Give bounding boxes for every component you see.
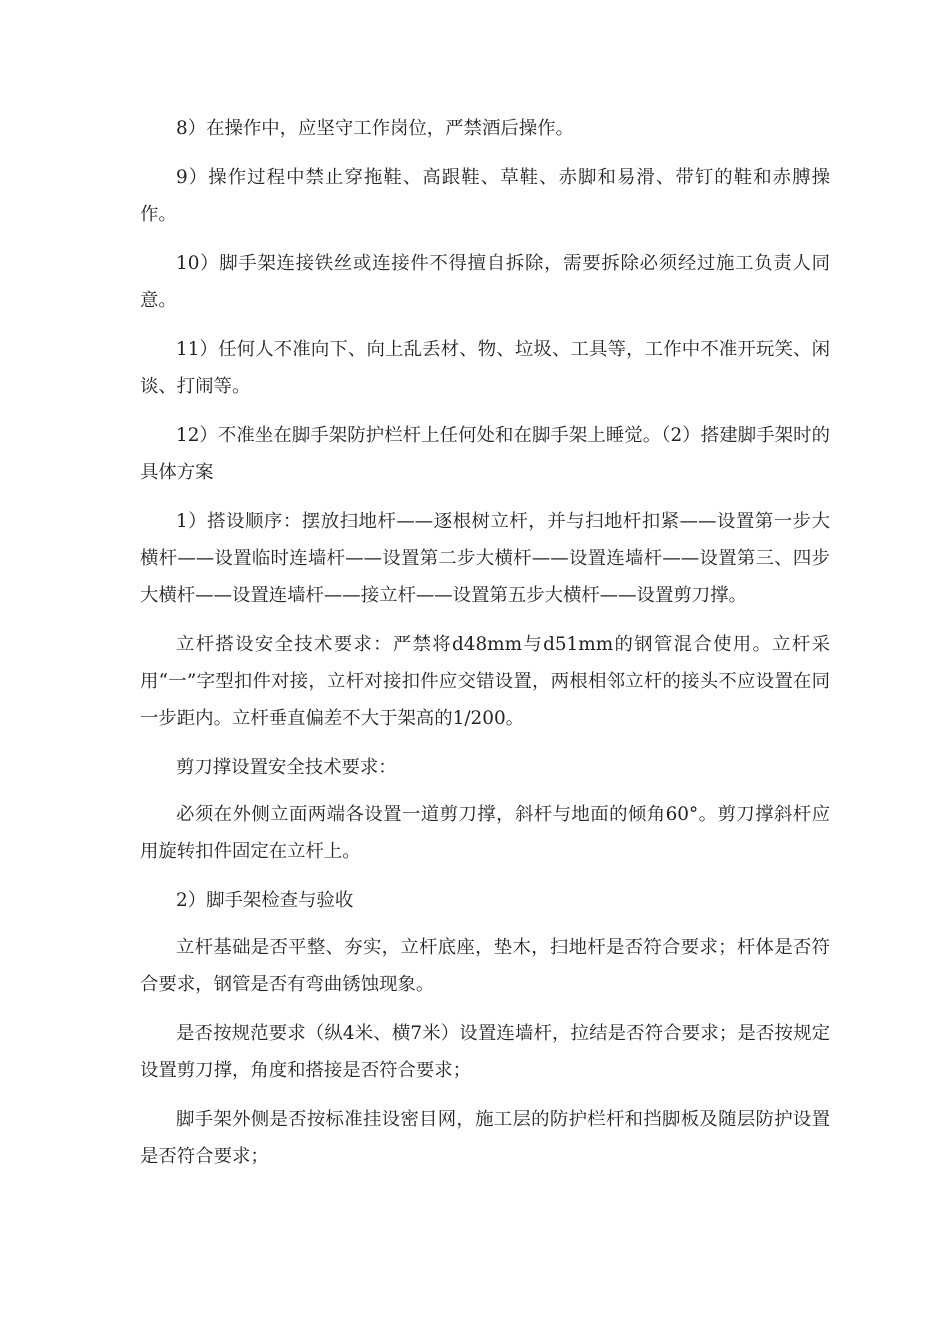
paragraph-safety-net-check: 脚手架外侧是否按标准挂设密目网，施工层的防护栏杆和挡脚板及随层防护设置是否符合要求； <box>140 1109 830 1167</box>
paragraph-setup-sequence: 1）搭设顺序：摆放扫地杆——逐根树立杆，并与扫地杆扣紧——设置第一步大横杆——设置临时连墙杆——设置第二步大横杆——设置连墙杆——设置第三、四步大横杆——设置连墙杆——接立杆——设置第五步大横杆——设置剪刀撑。 <box>140 511 830 606</box>
paragraph-item-9: 9）操作过程中禁止穿拖鞋、高跟鞋、草鞋、赤脚和易滑、带钉的鞋和赤膊操作。 <box>140 167 830 225</box>
paragraph-wall-tie-check: 是否按规范要求（纵4米、横7米）设置连墙杆，拉结是否符合要求；是否按规定设置剪刀撑，角度和搭接是否符合要求； <box>140 1023 830 1081</box>
paragraph-item-12: 12）不准坐在脚手架防护栏杆上任何处和在脚手架上睡觉。（2）搭建脚手架时的具体方案 <box>140 425 830 483</box>
paragraph-item-11: 11）任何人不准向下、向上乱丢材、物、垃圾、工具等，工作中不准开玩笑、闲谈、打闹等。 <box>140 339 830 397</box>
paragraph-item-10: 10）脚手架连接铁丝或连接件不得擅自拆除，需要拆除必须经过施工负责人同意。 <box>140 253 830 311</box>
paragraph-item-8: 8）在操作中，应坚守工作岗位，严禁酒后操作。 <box>176 118 574 139</box>
paragraph-inspection-heading: 2）脚手架检查与验收 <box>176 890 354 911</box>
document-body <box>140 110 830 1187</box>
paragraph-brace-heading: 剪刀撑设置安全技术要求： <box>176 757 397 778</box>
paragraph-upright-requirements: 立杆搭设安全技术要求：严禁将d48mm与d51mm的钢管混合使用。立杆采用“一”字型扣件对接，立杆对接扣件应交错设置，两根相邻立杆的接头不应设置在同一步距内。立杆垂直偏差不大于架高的1/200。 <box>140 634 830 729</box>
paragraph-brace-requirements: 必须在外侧立面两端各设置一道剪刀撑，斜杆与地面的倾角60°。剪刀撑斜杆应用旋转扣件固定在立杆上。 <box>140 804 830 862</box>
paragraph-foundation-check: 立杆基础是否平整、夯实，立杆底座，垫木，扫地杆是否符合要求；杆体是否符合要求，钢管是否有弯曲锈蚀现象。 <box>140 937 830 995</box>
